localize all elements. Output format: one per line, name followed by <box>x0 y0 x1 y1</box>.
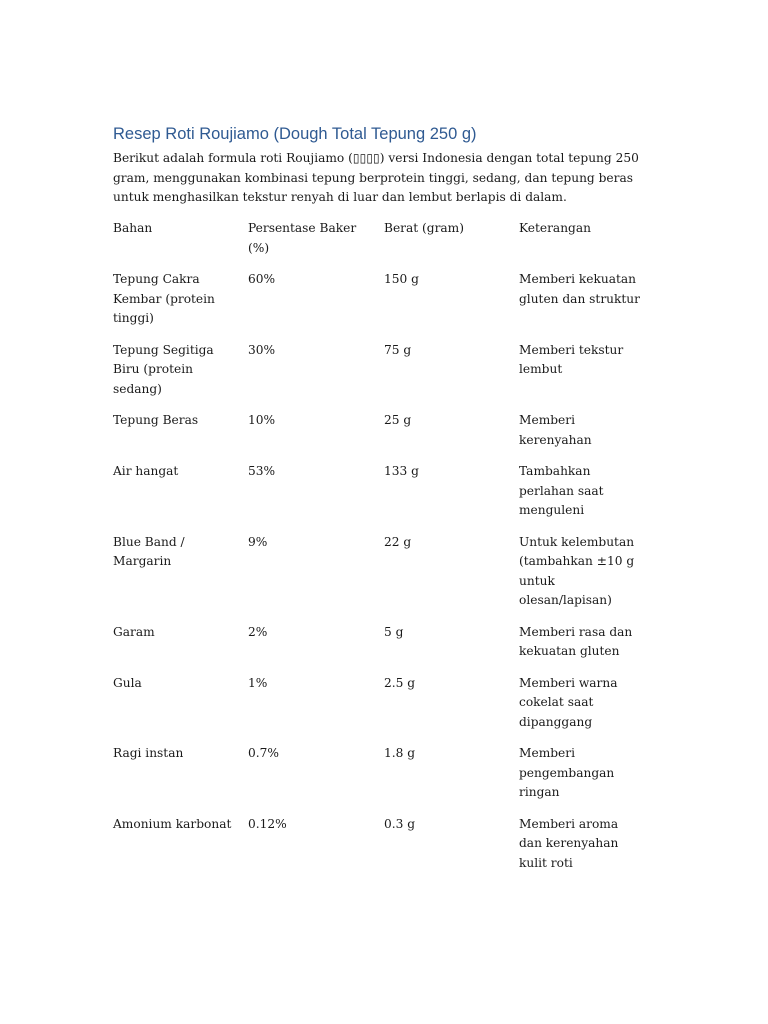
cell-persentase: 9% <box>248 534 268 549</box>
cell-keterangan: Memberi aroma dan kerenyahan kulit roti <box>519 816 619 870</box>
cell-bahan: Gula <box>113 675 142 690</box>
intro-paragraph: Berikut adalah formula roti Roujiamo (▯▯▯▯) versi Indonesia dengan total tepung 250 gram, menggunakan kombinasi tepung berprotein tinggi, sedang, dan tepung beras untuk menghasilkan tekstur renyah di luar dan lembut berlapis di dalam. <box>113 151 639 204</box>
cell-bahan: Tepung Segitiga Biru (protein sedang) <box>113 342 214 396</box>
cell-berat: 150 g <box>384 272 419 286</box>
header-persentase: Persentase Baker (%) <box>248 221 357 255</box>
cell-bahan: Amonium karbonat <box>113 816 232 831</box>
cell-berat: 1.8 g <box>384 746 416 760</box>
cell-berat: 2.5 g <box>384 675 416 690</box>
cell-bahan: Air hangat <box>113 464 179 478</box>
cell-berat: 75 g <box>384 342 412 357</box>
table-row <box>113 341 653 412</box>
cell-berat: 25 g <box>384 413 412 427</box>
cell-persentase: 0.7% <box>248 746 279 760</box>
cell-persentase: 0.12% <box>248 816 287 831</box>
cell-persentase: 53% <box>248 464 276 478</box>
cell-keterangan: Memberi kerenyahan <box>519 413 592 447</box>
table-row <box>113 815 653 886</box>
table-row <box>113 270 653 341</box>
table-row <box>113 411 653 462</box>
cell-keterangan: Memberi kekuatan gluten dan struktur <box>519 272 640 306</box>
table-row <box>113 533 653 623</box>
cell-keterangan: Tambahkan perlahan saat menguleni <box>519 464 604 517</box>
cell-persentase: 10% <box>248 413 276 427</box>
cell-bahan: Tepung Beras <box>113 413 199 427</box>
cell-bahan: Garam <box>113 624 155 639</box>
table-row <box>113 674 653 745</box>
cell-bahan: Tepung Cakra Kembar (protein tinggi) <box>113 272 215 325</box>
cell-persentase: 30% <box>248 342 276 357</box>
cell-persentase: 2% <box>248 624 268 639</box>
table-header-row <box>113 219 653 270</box>
cell-bahan: Ragi instan <box>113 746 184 760</box>
cell-persentase: 1% <box>248 675 268 690</box>
table-row <box>113 462 653 533</box>
cell-persentase: 60% <box>248 272 276 286</box>
header-bahan: Bahan <box>113 221 153 235</box>
cell-berat: 5 g <box>384 624 404 639</box>
recipe-table <box>113 219 653 885</box>
cell-berat: 133 g <box>384 464 419 478</box>
cell-berat: 22 g <box>384 534 412 549</box>
header-berat: Berat (gram) <box>384 221 464 235</box>
cell-keterangan: Memberi warna cokelat saat dipanggang <box>519 675 618 729</box>
header-keterangan: Keterangan <box>519 221 591 235</box>
cell-keterangan: Memberi tekstur lembut <box>519 342 624 376</box>
table-row <box>113 623 653 674</box>
cell-berat: 0.3 g <box>384 816 416 831</box>
table-row <box>113 744 653 815</box>
cell-bahan: Blue Band / Margarin <box>113 534 185 568</box>
page-title: Resep Roti Roujiamo (Dough Total Tepung 250 g) <box>113 125 477 143</box>
cell-keterangan: Memberi rasa dan kekuatan gluten <box>519 624 633 658</box>
cell-keterangan: Memberi pengembangan ringan <box>519 746 615 799</box>
cell-keterangan: Untuk kelembutan (tambahkan ±10 g untuk olesan/lapisan) <box>519 534 635 607</box>
